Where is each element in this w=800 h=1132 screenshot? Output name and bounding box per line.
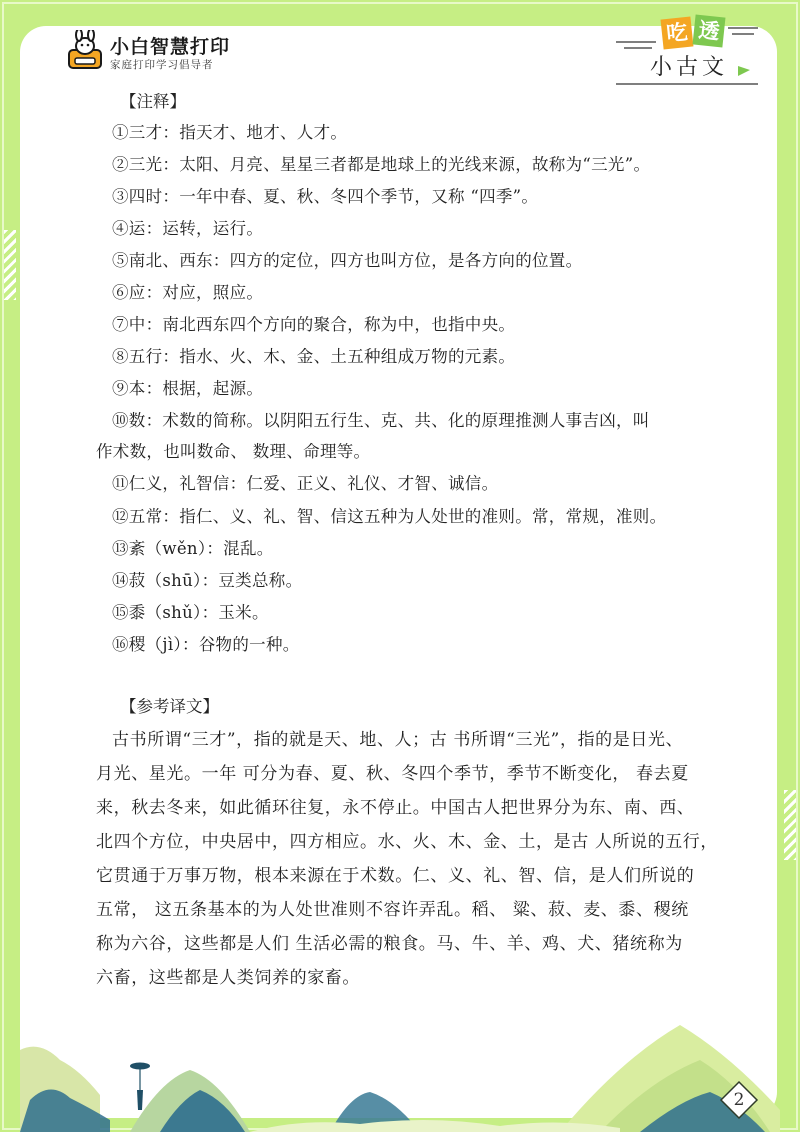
translation-line: 古书所谓“三才”，指的就是天、地、人；古 书所谓“三光”，指的是日光、 [112,730,684,750]
note-item: ⑮黍（shǔ）：玉米。 [112,603,269,622]
note-item: ①三才：指天才、地才、人才。 [112,123,348,142]
translation-line: 北四个方位，中央居中，四方相应。水、火、木、金、土，是古 人所说的五行， [96,832,719,852]
note-item: ⑧五行：指水、火、木、金、土五种组成万物的元素。 [112,347,516,366]
note-item: ③四时：一年中春、夏、秋、冬四个季节，又称 “四季”。 [112,187,539,206]
note-item: ⑯稷（jì）：谷物的一种。 [112,635,300,654]
translation-heading: 【参考译文】 [120,697,219,716]
series-title: 小古文 [650,55,729,80]
mountain-landscape-illustration [0,1000,800,1132]
series-logo [612,18,762,88]
translation-line: 六畜，这些都是人类饲养的家畜。 [96,968,360,988]
notes-heading: 【注释】 [120,92,186,111]
note-item: ⑫五常：指仁、义、礼、智、信这五种为人处世的准则。常，常规，准则。 [112,507,667,526]
translation-line: 来，秋去冬来，如此循环往复，永不停止。中国古人把世界分为东、南、西、 [96,798,695,818]
note-item: ②三光：太阳、月亮、星星三者都是地球上的光线来源，故称为“三光”。 [112,155,651,174]
brand-name: 小白智慧打印 [110,36,231,58]
frame-stripes-left [4,230,16,300]
translation-line: 五常， 这五条基本的为人处世准则不容许弄乱。稻、 粱、菽、麦、黍、稷统 [96,900,689,920]
note-item: ⑪仁义，礼智信：仁爱、正义、礼仪、才智、诚信。 [112,474,499,493]
page-number: 2 [733,1090,745,1110]
note-item: ⑥应：对应，照应。 [112,283,264,302]
note-item: ⑩数：术数的简称。以阴阳五行生、克、共、化的原理推测人事吉凶，叫 [112,411,650,430]
note-item: ⑤南北、西东：四方的定位，四方也叫方位，是各方向的位置。 [112,251,583,270]
note-item: ⑨本：根据，起源。 [112,379,264,398]
note-item-continuation: 作术数，也叫数命、 数理、命理等。 [96,442,371,461]
note-item: ⑭菽（shū）：豆类总称。 [112,571,303,590]
rabbit-printer-icon [66,30,104,72]
series-tag-tou: 透 [693,15,726,48]
translation-line: 它贯通于万事万物，根本来源在于术数。仁、义、礼、智、信，是人们所说的 [96,866,695,886]
note-item: ④运：运转，运行。 [112,219,264,238]
brand-logo-block [66,30,236,74]
frame-stripes-right [784,790,796,860]
brand-tagline: 家庭打印学习倡导者 [110,59,214,71]
note-item: ⑦中：南北西东四个方向的聚合，称为中，也指中央。 [112,315,516,334]
translation-line: 称为六谷，这些都是人们 生活必需的粮食。马、牛、羊、鸡、犬、猪统称为 [96,934,683,954]
series-tag-chi: 吃 [661,17,694,50]
note-item: ⑬紊（wěn）：混乱。 [112,539,274,558]
translation-line: 月光、星光。一年 可分为春、夏、秋、冬四个季节，季节不断变化， 春去夏 [96,764,689,784]
